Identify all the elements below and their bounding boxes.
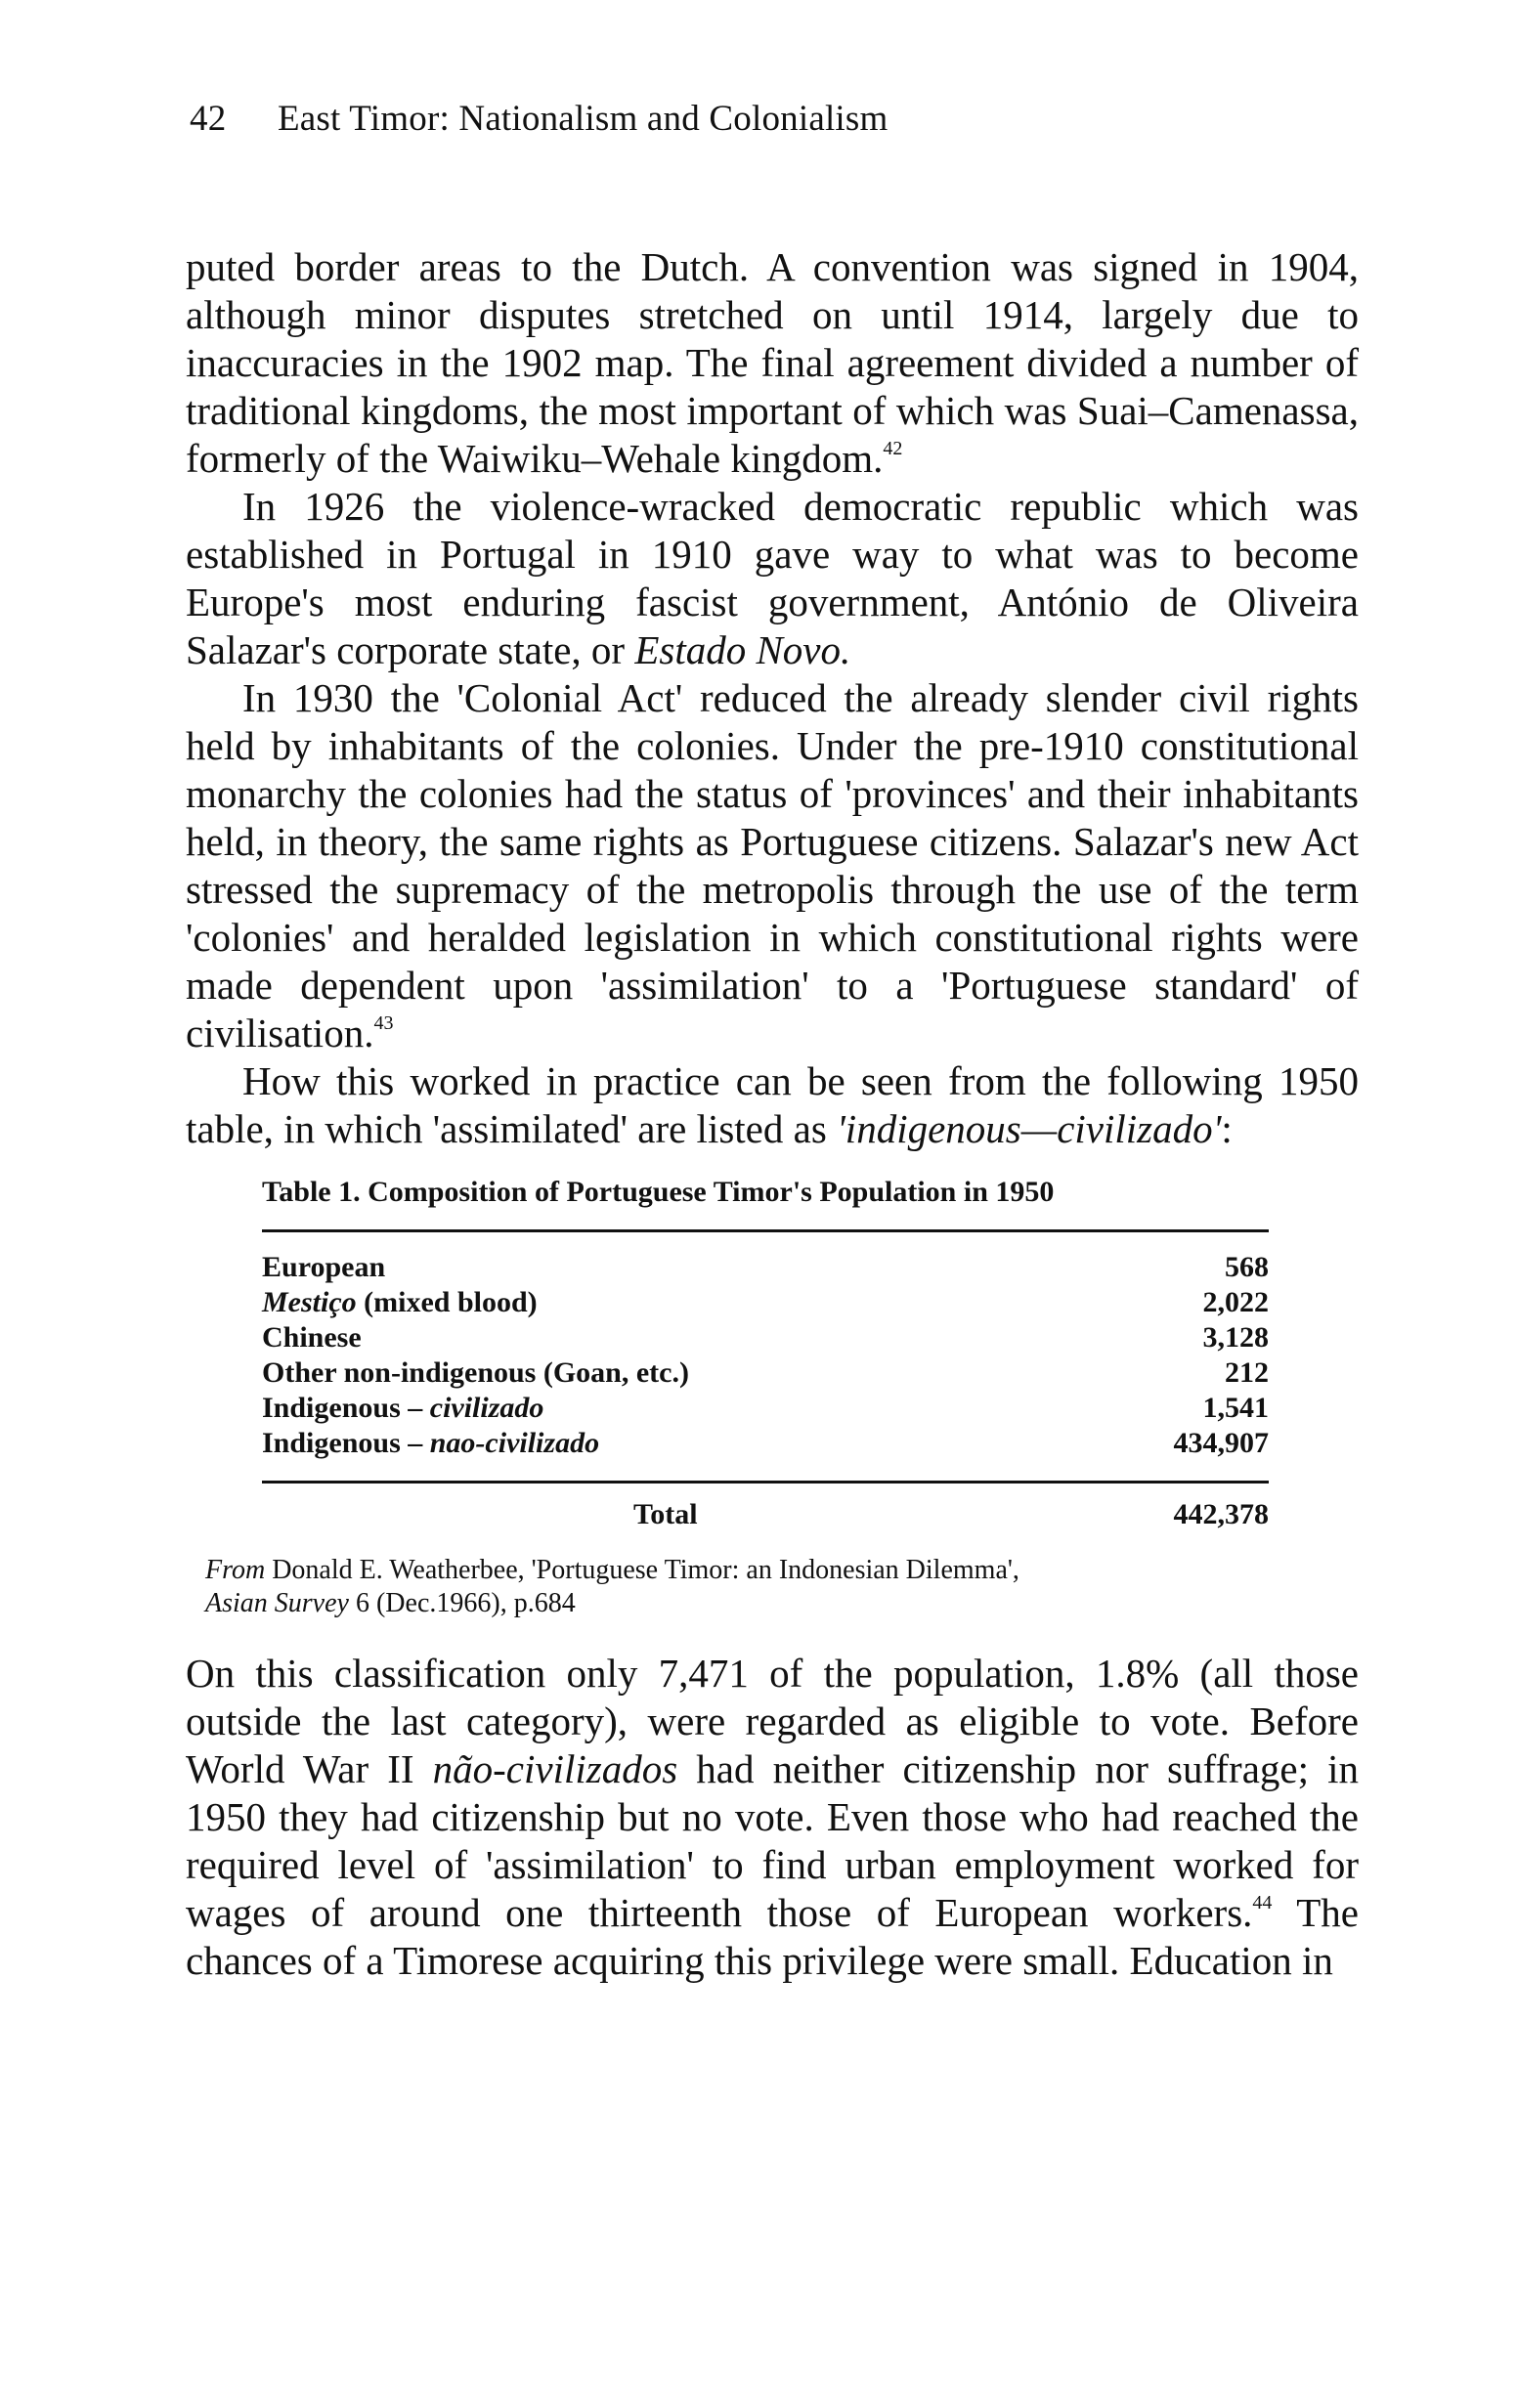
table-row: Mestiço (mixed blood) 2,022 — [262, 1286, 1269, 1318]
book-page — [186, 98, 1359, 1985]
paragraph-5: On this classification only 7,471 of the population, 1.8% (all those outside the last category), were regarded as eligible to vote. Before World War II não-civilizados had neither citizenship nor suffrage; in 1950 they had citizenship but no vote. Even those who had reached the required level of 'assimilation' to find urban employment worked for wages of around one thirteenth those of European workers.$^{44}$ The chances of a Timorese acquiring this privilege were small. Education in — [186, 1651, 1359, 1983]
total-value: 442,378 — [1173, 1498, 1269, 1530]
footnote-ref-44: 44 — [1252, 1892, 1273, 1914]
body-text-continued — [186, 1650, 1359, 1985]
table-row: Other non-indigenous (Goan, etc.) 212 — [262, 1356, 1269, 1389]
paragraph-1: puted border areas to the Dutch. A convention was signed in 1904, although minor disputes stretched on until 1914, largely due to inaccuracies in the 1902 map. The final agreement divided a number of traditional kingdoms, the most important of which was Suai–Camenassa, formerly of the Waiwiku–Wehale kingdom.$^{42}$ — [186, 244, 1359, 481]
table-row: European 568 — [262, 1251, 1269, 1283]
body-text — [186, 243, 1359, 1153]
paragraph-2: In 1926 the violence-wracked democratic republic which was established in Portugal in 1910 gave way to what was to become Europe's most enduring fascist government, António de Oliveira Salazar's corporate state, or Estado Novo. — [186, 484, 1359, 672]
table-source: From Donald E. Weatherbee, 'Portuguese Timor: an Indonesian Dilemma', Asian Survey 6 (Dec.1966), p.684 — [205, 1555, 1019, 1618]
table-row: Indigenous – nao-civilizado 434,907 — [262, 1427, 1269, 1459]
running-head — [190, 98, 1359, 140]
table-row: Chinese 3,128 — [262, 1321, 1269, 1354]
paragraph-4: How this worked in practice can be seen from the following 1950 table, in which 'assimilated' are listed as 'indigenous—civilizado': — [186, 1058, 1359, 1151]
population-table — [262, 1175, 1269, 1532]
page-number: 42 — [190, 99, 227, 139]
paragraph-3: In 1930 the 'Colonial Act' reduced the already slender civil rights held by inhabitants of the colonies. Under the pre-1910 constitutional monarchy the colonies had the status of 'provinces' and their inhabitants held, in theory, the same rights as Portuguese citizens. Salazar's new Act stressed the supremacy of the metropolis through the use of the term 'colonies' and heralded legislation in which constitutional rights were made dependent upon 'assimilation' to a 'Portuguese standard' of civilisation.$^{43}$ — [186, 675, 1359, 1055]
table-rows — [262, 1232, 1269, 1481]
footnote-ref-43: 43 — [373, 1012, 394, 1034]
running-title: East Timor: Nationalism and Colonialism — [278, 99, 889, 139]
table-total-row — [262, 1484, 1269, 1532]
footnote-ref-42: 42 — [883, 438, 903, 459]
table-title: Table 1. Composition of Portuguese Timor's Population in 1950 — [262, 1176, 1055, 1208]
table-row: Indigenous – civilizado 1,541 — [262, 1392, 1269, 1424]
total-label: Total — [633, 1498, 698, 1530]
